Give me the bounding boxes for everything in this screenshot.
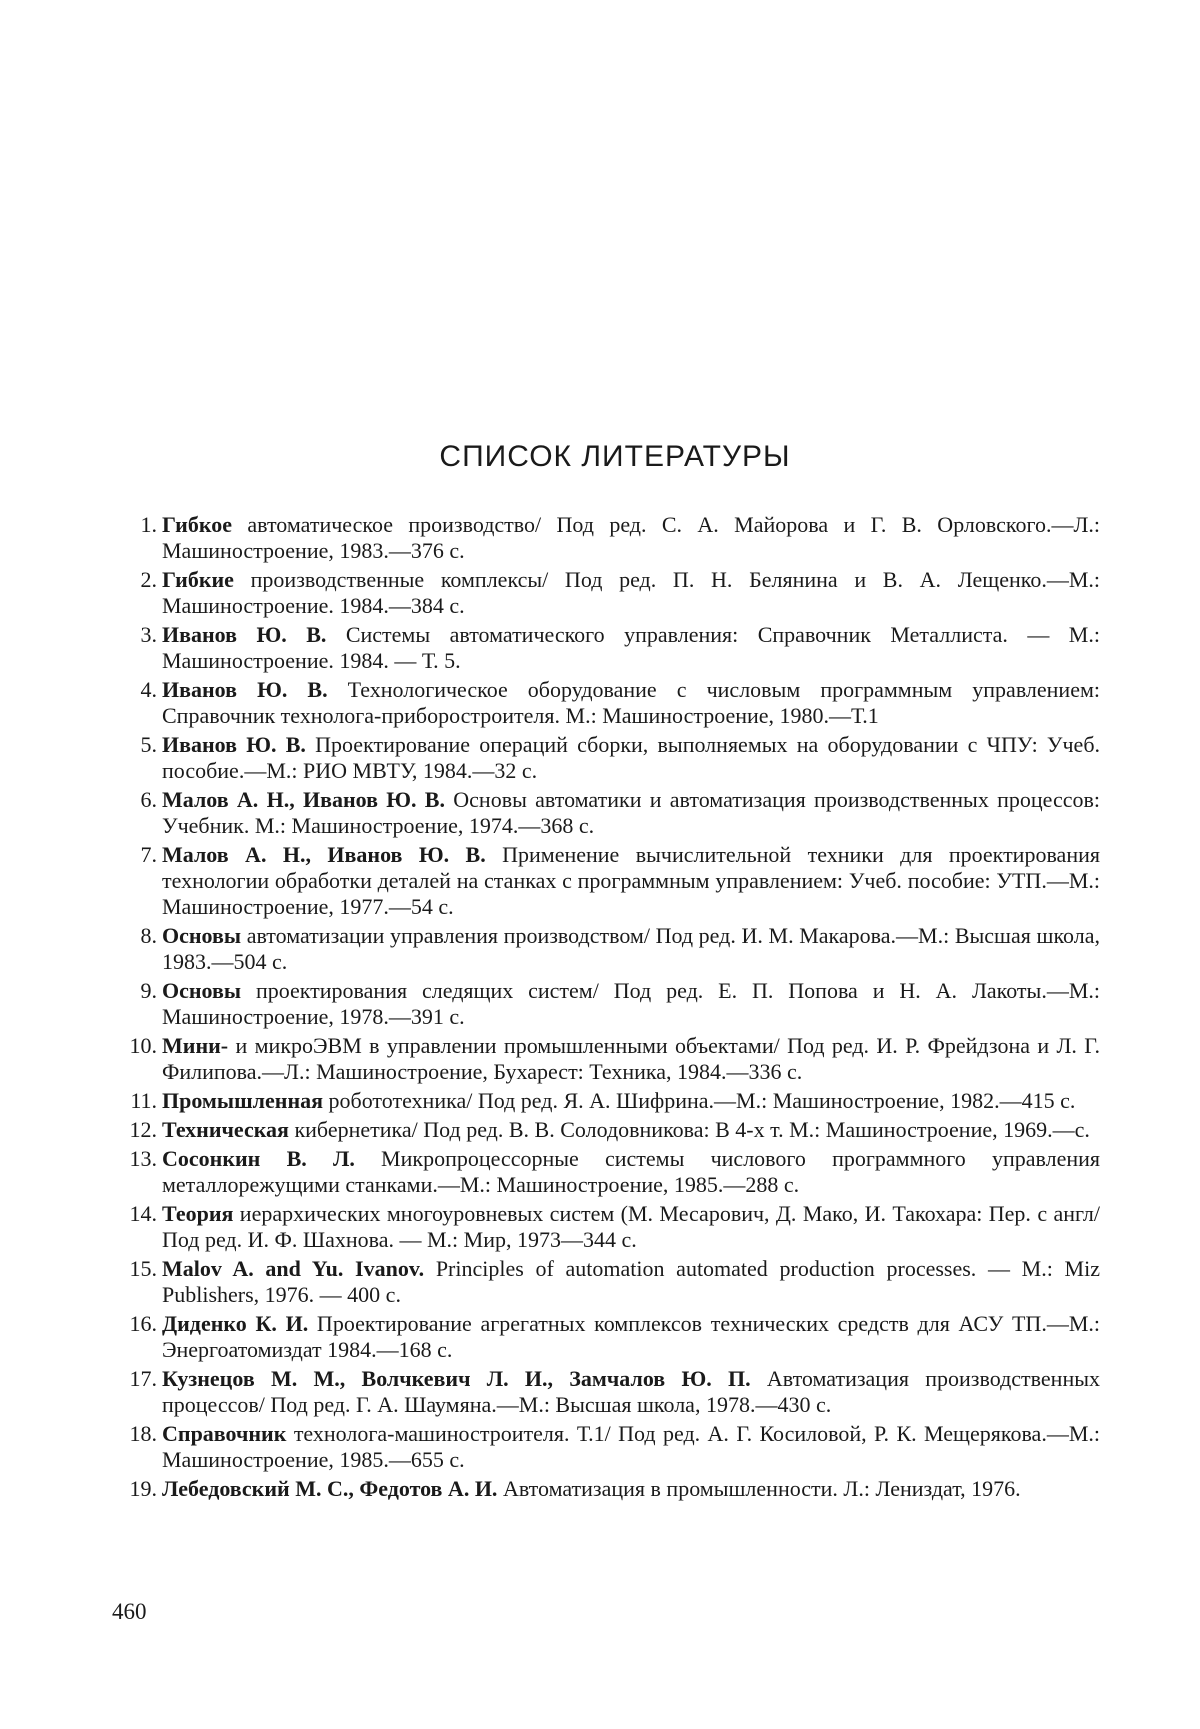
reference-number: 10. — [129, 1033, 157, 1058]
reference-text — [162, 1421, 1100, 1473]
reference-author: Мини- — [162, 1033, 229, 1058]
reference-item — [120, 1146, 1100, 1198]
reference-description: Технологическое оборудование с числовым программным управлением: Справочник технолога-приборостроителя. М.: Машиностроение, 1980.—Т.1 — [162, 677, 1100, 728]
reference-number: 1. — [140, 512, 157, 537]
reference-description: производственные комплексы/ Под ред. П. Н. Белянина и В. А. Лещенко.—М.: Машиностроение. 1984.—384 с. — [162, 567, 1100, 618]
reference-author: Гибкое — [162, 512, 232, 537]
reference-description: робототехника/ Под ред. Я. А. Шифрина.—М.: Машиностроение, 1982.—415 с. — [323, 1088, 1076, 1113]
reference-description: Микропроцессорные системы числового программного управления металлорежущими станками.—М.: Машиностроение, 1985.—288 с. — [162, 1146, 1101, 1197]
reference-text — [162, 978, 1100, 1030]
reference-number: 11. — [130, 1088, 157, 1113]
reference-item — [120, 978, 1100, 1030]
reference-description: Автоматизация производственных процессов/ Под ред. Г. А. Шаумяна.—М.: Высшая школа, 1978.—430 с. — [162, 1366, 1100, 1417]
reference-description: Системы автоматического управления: Справочник Металлиста. — М.: Машиностроение. 1984. — Т. 5. — [162, 622, 1100, 673]
reference-number: 8. — [140, 923, 157, 948]
page-number: 460 — [112, 1599, 147, 1624]
reference-description: Автоматизация в промышленности. Л.: Лениздат, 1976. — [497, 1476, 1021, 1501]
reference-item — [120, 1476, 1100, 1502]
reference-description: технолога-машиностроителя. Т.1/ Под ред. А. Г. Косиловой, Р. К. Мещерякова.—М.: Машиностроение, 1985.—655 с. — [162, 1421, 1100, 1472]
reference-author: Справочник — [162, 1421, 287, 1446]
reference-description: и микроЭВМ в управлении промышленными объектами/ Под ред. И. Р. Фрейдзона и Л. Г. Филипова.—Л.: Машиностроение, Бухарест: Техника, 1984.—336 с. — [162, 1033, 1100, 1084]
reference-author: Иванов Ю. В. — [162, 677, 328, 702]
reference-text — [162, 787, 1100, 839]
reference-text — [162, 1088, 1100, 1114]
reference-description: кибернетика/ Под ред. В. В. Солодовникова: В 4-х т. М.: Машиностроение, 1969.—с. — [288, 1117, 1090, 1142]
reference-text — [162, 1117, 1100, 1143]
reference-item — [120, 1088, 1100, 1114]
reference-text — [162, 1201, 1100, 1253]
reference-number: 14. — [129, 1201, 157, 1226]
reference-text — [162, 1476, 1100, 1502]
reference-item — [120, 1421, 1100, 1473]
reference-number: 19. — [129, 1476, 157, 1501]
reference-item — [120, 622, 1100, 674]
reference-item — [120, 1033, 1100, 1085]
reference-description: Проектирование операций сборки, выполняемых на оборудовании с ЧПУ: Учеб. пособие.—М.: РИО МВТУ, 1984.—32 с. — [162, 732, 1101, 783]
reference-text — [162, 1311, 1100, 1363]
reference-author: Сосонкин В. Л. — [162, 1146, 355, 1171]
reference-number: 3. — [140, 622, 157, 647]
reference-author: Кузнецов М. М., Волчкевич Л. И., Замчалов Ю. П. — [162, 1366, 751, 1391]
reference-author: Теория — [162, 1201, 234, 1226]
reference-description: Principles of automation automated production processes. — M.: Miz Publishers, 1976. — 400 c. — [162, 1256, 1100, 1307]
reference-number: 5. — [140, 732, 157, 757]
reference-text — [162, 1146, 1100, 1198]
reference-description: Проектирование агрегатных комплексов технических средств для АСУ ТП.—М.: Энергоатомиздат 1984.—168 с. — [162, 1311, 1100, 1362]
reference-number: 6. — [140, 787, 157, 812]
reference-author: Основы — [162, 978, 242, 1003]
reference-text — [162, 567, 1100, 619]
reference-number: 12. — [129, 1117, 157, 1142]
reference-description: Основы автоматики и автоматизация производственных процессов: Учебник. М.: Машиностроение, 1974.—368 с. — [162, 787, 1100, 838]
reference-item — [120, 1366, 1100, 1418]
reference-item — [120, 677, 1100, 729]
reference-author: Основы — [162, 923, 242, 948]
reference-number: 18. — [129, 1421, 157, 1446]
reference-author: Иванов Ю. В. — [162, 622, 327, 647]
reference-description: Применение вычислительной техники для проектирования технологии обработки деталей на станках с программным управлением: Учеб. пособие: УТП.—М.: Машиностроение, 1977.—54 с. — [162, 842, 1100, 919]
reference-number: 13. — [129, 1146, 157, 1171]
reference-item — [120, 512, 1100, 564]
reference-description: проектирования следящих систем/ Под ред. Е. П. Попова и Н. А. Лакоты.—М.: Машиностроение, 1978.—391 с. — [162, 978, 1100, 1029]
reference-text — [162, 923, 1100, 975]
reference-number: 9. — [140, 978, 157, 1003]
reference-list — [120, 512, 1100, 1502]
reference-item — [120, 1117, 1100, 1143]
reference-item — [120, 1311, 1100, 1363]
reference-text — [162, 512, 1100, 564]
reference-author: Техническая — [162, 1117, 289, 1142]
reference-author: Диденко К. И. — [162, 1311, 309, 1336]
reference-description: автоматическое производство/ Под ред. С. А. Майорова и Г. В. Орловского.—Л.: Машиностроение, 1983.—376 с. — [162, 512, 1100, 563]
reference-author: Malov A. and Yu. Ivanov. — [162, 1256, 425, 1281]
reference-number: 7. — [140, 842, 157, 867]
reference-author: Малов А. Н., Иванов Ю. В. — [162, 787, 445, 812]
reference-item — [120, 732, 1100, 784]
reference-author: Лебедовский М. С., Федотов А. И. — [162, 1476, 498, 1501]
reference-author: Малов А. Н., Иванов Ю. В. — [162, 842, 486, 867]
page-heading: СПИСОК ЛИТЕРАТУРЫ — [439, 440, 791, 473]
reference-text — [162, 622, 1100, 674]
reference-author: Гибкие — [162, 567, 234, 592]
reference-text — [162, 1366, 1100, 1418]
reference-number: 4. — [140, 677, 157, 702]
reference-item — [120, 567, 1100, 619]
reference-author: Промышленная — [162, 1088, 324, 1113]
reference-item — [120, 842, 1100, 920]
reference-text — [162, 677, 1100, 729]
reference-number: 17. — [129, 1366, 157, 1391]
reference-item — [120, 1256, 1100, 1308]
reference-number: 2. — [140, 567, 157, 592]
reference-text — [162, 732, 1100, 784]
reference-text — [162, 1033, 1100, 1085]
reference-text — [162, 842, 1100, 920]
reference-number: 15. — [129, 1256, 157, 1281]
reference-description: иерархических многоуровневых систем (М. Месарович, Д. Мако, И. Такохара: Пер. с англ/ Под ред. И. Ф. Шахнова. — М.: Мир, 1973—344 с. — [162, 1201, 1100, 1252]
reference-description: автоматизации управления производством/ Под ред. И. М. Макарова.—М.: Высшая школа, 1983.—504 с. — [162, 923, 1100, 974]
reference-author: Иванов Ю. В. — [162, 732, 306, 757]
reference-item — [120, 923, 1100, 975]
reference-text — [162, 1256, 1100, 1308]
reference-item — [120, 1201, 1100, 1253]
reference-item — [120, 787, 1100, 839]
reference-number: 16. — [129, 1311, 157, 1336]
